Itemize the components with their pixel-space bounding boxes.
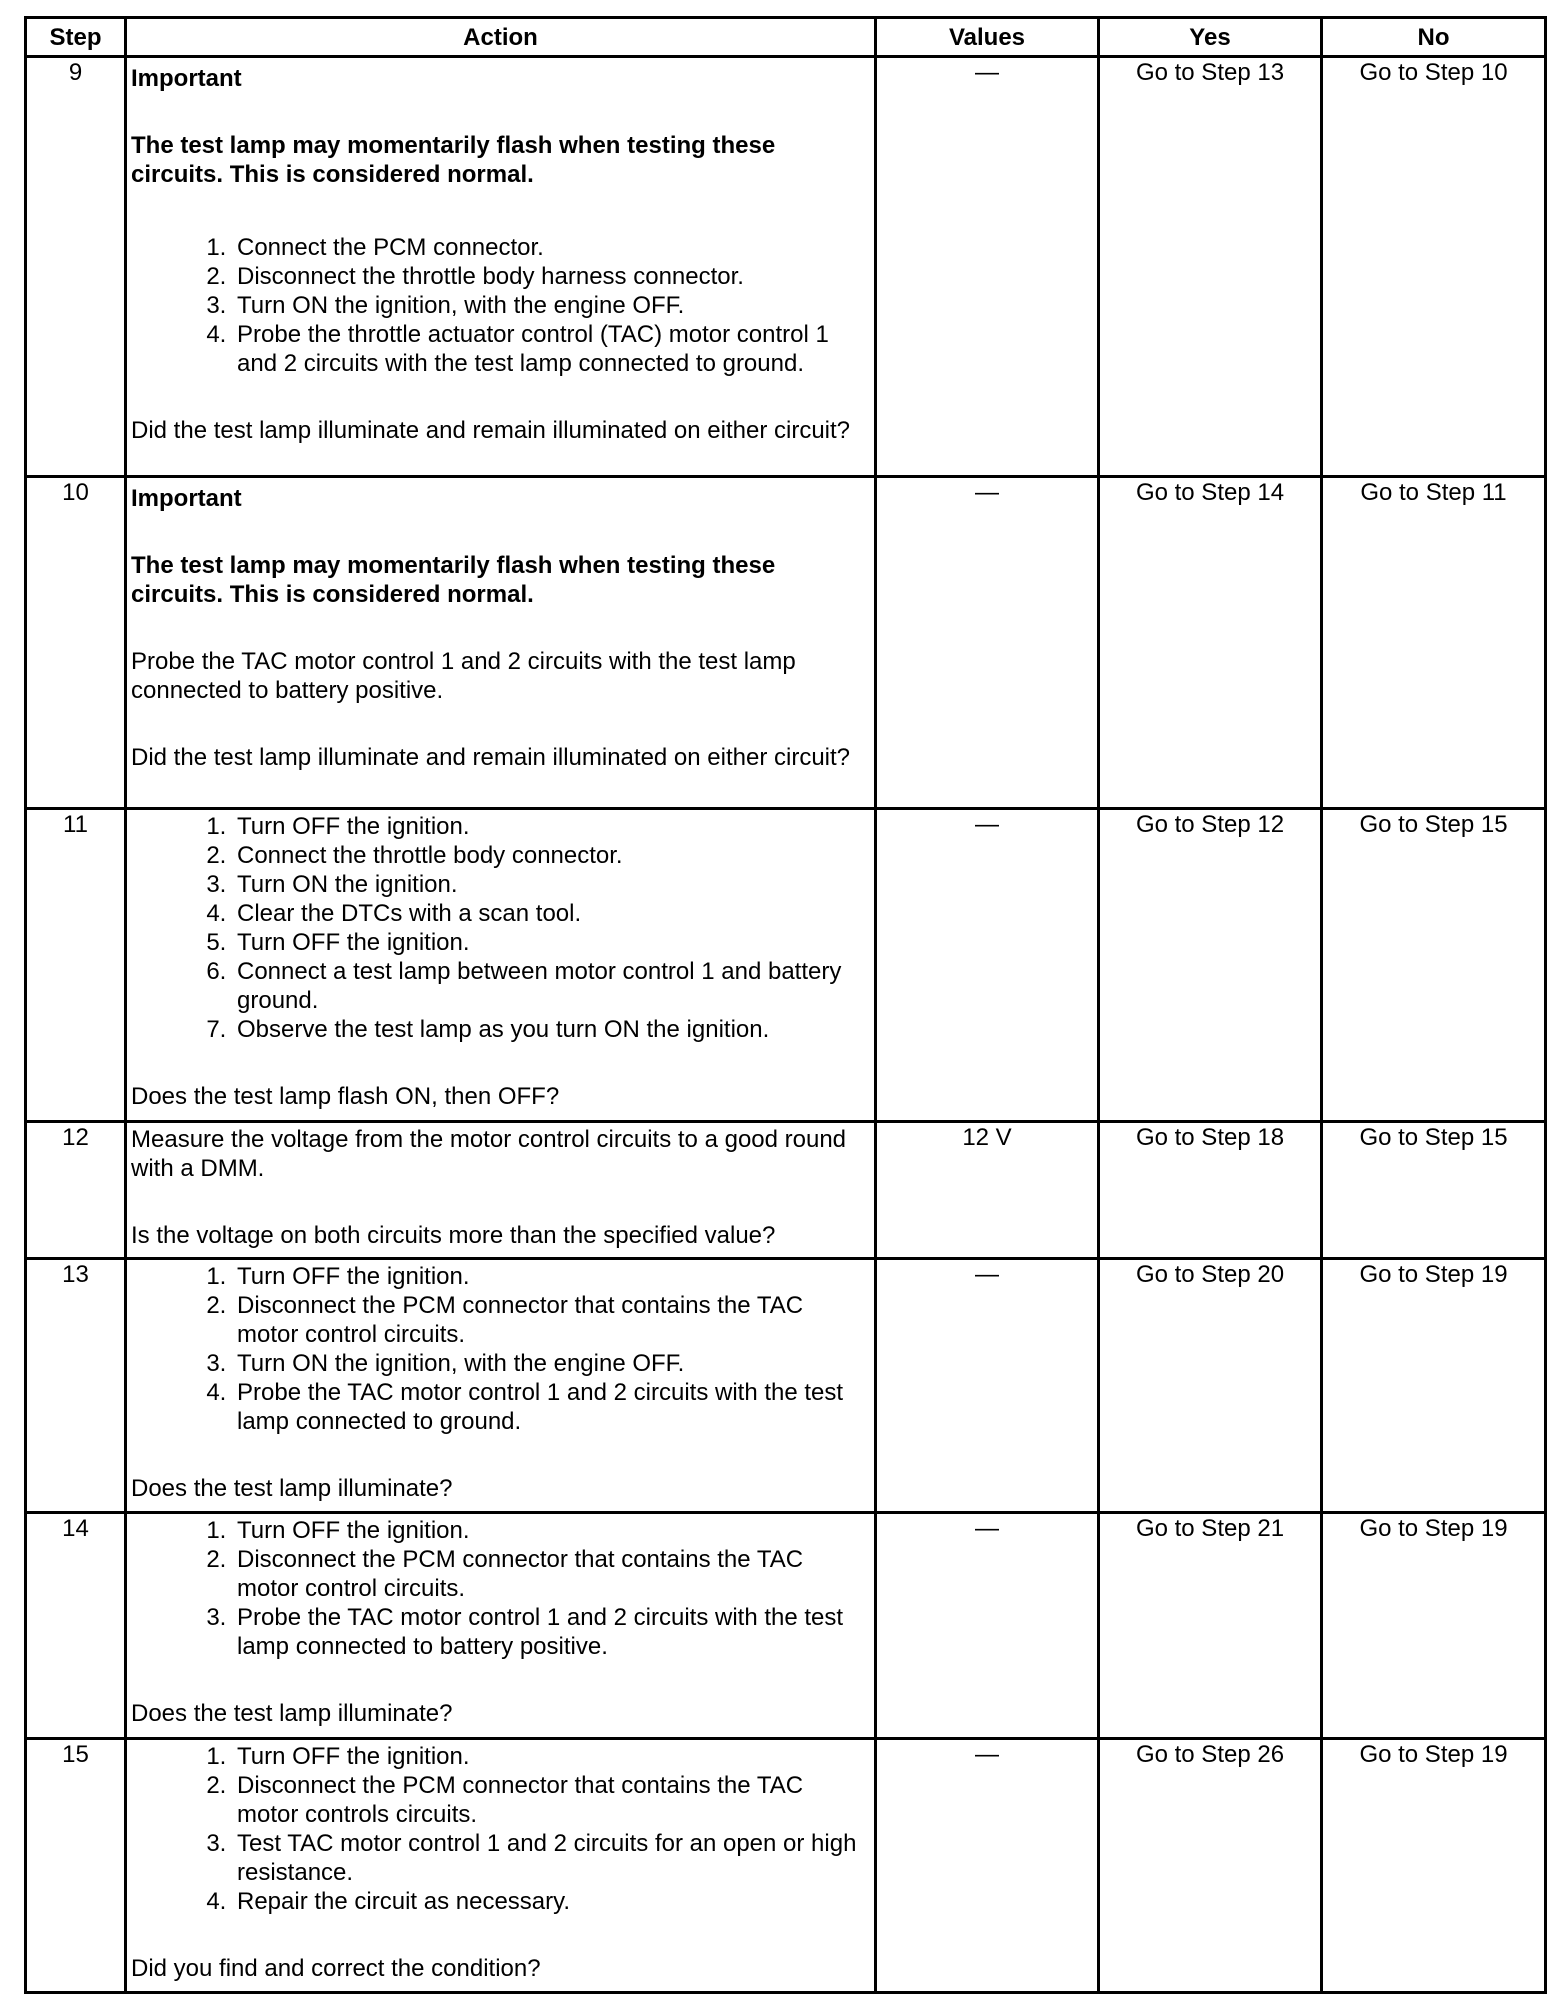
table-row xyxy=(26,1122,1546,1259)
step-number: 12 xyxy=(26,1122,126,1259)
list-item: 3. Test TAC motor control 1 and 2 circuits for an open or high resistance. xyxy=(233,1829,870,1887)
step-list xyxy=(131,1516,870,1661)
action-cell xyxy=(126,477,876,809)
list-item: 1. Turn OFF the ignition. xyxy=(233,1742,870,1771)
list-item: 2. Disconnect the PCM connector that contains the TAC motor control circuits. xyxy=(233,1291,870,1349)
header-no: No xyxy=(1322,18,1546,57)
values-cell: — xyxy=(876,477,1099,809)
no-cell: Go to Step 19 xyxy=(1322,1513,1546,1739)
list-item: 2. Disconnect the PCM connector that contains the TAC motor controls circuits. xyxy=(233,1771,870,1829)
action-cell xyxy=(126,1513,876,1739)
step-list xyxy=(131,812,870,1044)
step-list xyxy=(131,233,870,378)
no-cell: Go to Step 19 xyxy=(1322,1259,1546,1513)
list-item: 1. Turn OFF the ignition. xyxy=(233,1262,870,1291)
values-cell: — xyxy=(876,809,1099,1122)
question-text: Did the test lamp illuminate and remain illuminated on either circuit? xyxy=(131,744,851,771)
list-item: 3. Turn ON the ignition. xyxy=(233,870,870,899)
list-item: 3. Turn ON the ignition, with the engine OFF. xyxy=(233,291,870,320)
question-text: Is the voltage on both circuits more than the specified value? xyxy=(131,1222,776,1249)
table-row xyxy=(26,1513,1546,1739)
table-row xyxy=(26,809,1546,1122)
list-item: 4. Clear the DTCs with a scan tool. xyxy=(233,899,870,928)
no-cell: Go to Step 10 xyxy=(1322,57,1546,477)
list-item: 1. Connect the PCM connector. xyxy=(233,233,870,262)
table-row xyxy=(26,477,1546,809)
yes-cell: Go to Step 26 xyxy=(1099,1739,1322,1993)
yes-cell: Go to Step 18 xyxy=(1099,1122,1322,1259)
list-item: 2. Disconnect the throttle body harness connector. xyxy=(233,262,870,291)
table-row xyxy=(26,1739,1546,1993)
yes-cell: Go to Step 21 xyxy=(1099,1513,1322,1739)
values-cell: — xyxy=(876,1739,1099,1993)
list-item: 2. Connect the throttle body connector. xyxy=(233,841,870,870)
list-item: 5. Turn OFF the ignition. xyxy=(233,928,870,957)
list-item: 4. Repair the circuit as necessary. xyxy=(233,1887,870,1916)
step-number: 11 xyxy=(26,809,126,1122)
action-text: Measure the voltage from the motor control circuits to a good round with a DMM. xyxy=(131,1126,847,1182)
important-note: The test lamp may momentarily flash when testing these circuits. This is considered normal. xyxy=(131,132,776,188)
header-step: Step xyxy=(26,18,126,57)
step-number: 9 xyxy=(26,57,126,477)
header-row xyxy=(26,18,1546,57)
diagnostic-table xyxy=(24,16,1547,1994)
values-cell: — xyxy=(876,57,1099,477)
values-cell: — xyxy=(876,1513,1099,1739)
action-cell xyxy=(126,1739,876,1993)
step-number: 14 xyxy=(26,1513,126,1739)
list-item: 4. Probe the throttle actuator control (TAC) motor control 1 and 2 circuits with the test lamp connected to ground. xyxy=(233,320,870,378)
values-cell: 12 V xyxy=(876,1122,1099,1259)
important-heading: Important xyxy=(131,65,242,92)
table-row xyxy=(26,57,1546,477)
list-item: 7. Observe the test lamp as you turn ON the ignition. xyxy=(233,1015,870,1044)
step-number: 15 xyxy=(26,1739,126,1993)
question-text: Does the test lamp illuminate? xyxy=(131,1475,453,1502)
no-cell: Go to Step 15 xyxy=(1322,1122,1546,1259)
list-item: 1. Turn OFF the ignition. xyxy=(233,812,870,841)
list-item: 4. Probe the TAC motor control 1 and 2 circuits with the test lamp connected to ground. xyxy=(233,1378,870,1436)
step-list xyxy=(131,1742,870,1916)
step-number: 10 xyxy=(26,477,126,809)
question-text: Did the test lamp illuminate and remain illuminated on either circuit? xyxy=(131,417,851,444)
no-cell: Go to Step 15 xyxy=(1322,809,1546,1122)
important-heading: Important xyxy=(131,485,242,512)
action-cell xyxy=(126,1259,876,1513)
action-text: Probe the TAC motor control 1 and 2 circuits with the test lamp connected to battery positive. xyxy=(131,648,796,704)
list-item: 3. Probe the TAC motor control 1 and 2 circuits with the test lamp connected to battery positive. xyxy=(233,1603,870,1661)
yes-cell: Go to Step 14 xyxy=(1099,477,1322,809)
action-cell xyxy=(126,57,876,477)
action-cell xyxy=(126,1122,876,1259)
no-cell: Go to Step 19 xyxy=(1322,1739,1546,1993)
list-item: 6. Connect a test lamp between motor control 1 and battery ground. xyxy=(233,957,870,1015)
important-note: The test lamp may momentarily flash when testing these circuits. This is considered normal. xyxy=(131,552,776,608)
list-item: 2. Disconnect the PCM connector that contains the TAC motor control circuits. xyxy=(233,1545,870,1603)
no-cell: Go to Step 11 xyxy=(1322,477,1546,809)
list-item: 1. Turn OFF the ignition. xyxy=(233,1516,870,1545)
question-text: Does the test lamp illuminate? xyxy=(131,1700,453,1727)
question-text: Does the test lamp flash ON, then OFF? xyxy=(131,1083,560,1110)
list-item: 3. Turn ON the ignition, with the engine OFF. xyxy=(233,1349,870,1378)
header-values: Values xyxy=(876,18,1099,57)
header-action: Action xyxy=(126,18,876,57)
values-cell: — xyxy=(876,1259,1099,1513)
yes-cell: Go to Step 13 xyxy=(1099,57,1322,477)
table-row xyxy=(26,1259,1546,1513)
question-text: Did you find and correct the condition? xyxy=(131,1955,541,1982)
step-number: 13 xyxy=(26,1259,126,1513)
step-list xyxy=(131,1262,870,1436)
action-cell xyxy=(126,809,876,1122)
yes-cell: Go to Step 20 xyxy=(1099,1259,1322,1513)
yes-cell: Go to Step 12 xyxy=(1099,809,1322,1122)
header-yes: Yes xyxy=(1099,18,1322,57)
